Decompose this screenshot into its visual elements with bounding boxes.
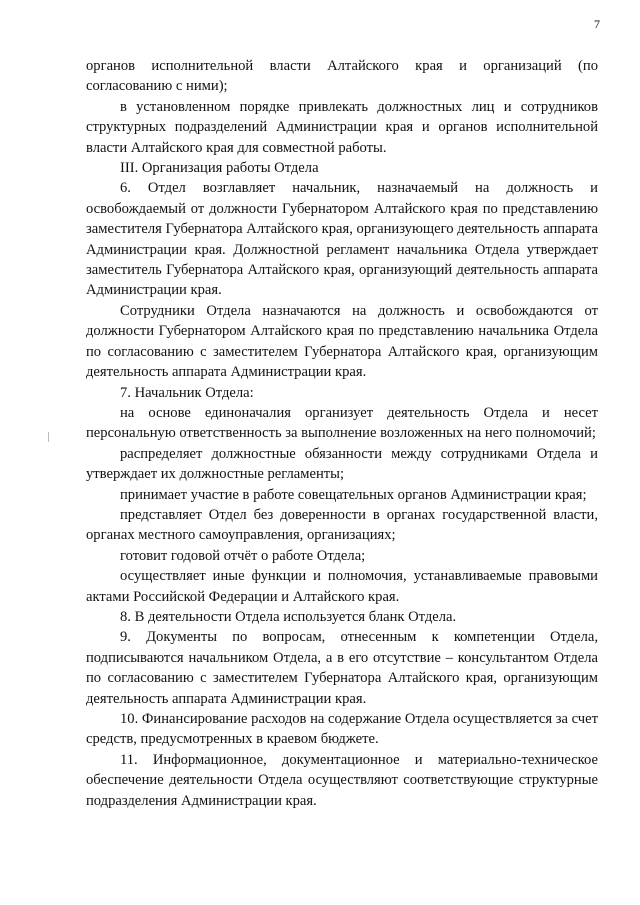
paragraph-7-item-5: готовит годовой отчёт о работе Отдела; xyxy=(120,547,366,564)
paragraph-staff-appointment: Сотрудники Отдела назначаются на должность и освобождаются от должности Губернатором Алтайского края по представлению начальника Отдела по согласованию с заместителем Губернатора Алтайского края, организующим деятельность аппарата Администрации края. xyxy=(86,302,598,381)
paragraph-9: 9. Документы по вопросам, отнесенным к компетенции Отдела, подписываются начальником Отдела, а в его отсутствие – консультантом Отдела по согласованию с заместителем Губернатора Алтайского края, организующим деятельность аппарата Администрации края. xyxy=(86,629,598,707)
paragraph-6: 6. Отдел возглавляет начальник, назначаемый на должность и освобождаемый от должности Губернатором Алтайского края по представлению заместителя Губернатора Алтайского края, организующего деятельность аппарата Администрации края. Должностной регламент начальника Отдела утверждает заместитель Губернатора Алтайского края, организующий деятельность аппарата Администрации края. xyxy=(86,180,598,299)
margin-mark xyxy=(48,432,49,442)
section-heading: III. Организация работы Отдела xyxy=(120,160,319,177)
paragraph-8: 8. В деятельности Отдела используется бланк Отдела. xyxy=(120,608,457,625)
paragraph-7: 7. Начальник Отдела: xyxy=(120,384,254,401)
paragraph-continuation: органов исполнительной власти Алтайского края и организаций (по согласованию с ними); xyxy=(86,58,598,95)
page-number: 7 xyxy=(594,17,600,31)
document-body xyxy=(86,56,598,811)
paragraph-7-item-3: принимает участие в работе совещательных органов Администрации края; xyxy=(120,486,587,503)
paragraph-involve-officials: в установленном порядке привлекать должностных лиц и сотрудников структурных подразделений Администрации края и органов исполнительной власти Алтайского края для совместной работы. xyxy=(86,98,598,156)
paragraph-10: 10. Финансирование расходов на содержание Отдела осуществляется за счет средств, предусмотренных в краевом бюджете. xyxy=(86,711,598,748)
paragraph-7-item-2: распределяет должностные обязанности между сотрудниками Отдела и утверждает их должностные регламенты; xyxy=(86,445,598,483)
paragraph-7-item-1: на основе единоначалия организует деятельность Отдела и несет персональную ответственность за выполнение возложенных на него полномочий; xyxy=(86,404,598,442)
paragraph-7-item-6: осуществляет иные функции и полномочия, устанавливаемые правовыми актами Российской Федерации и Алтайского края. xyxy=(86,568,598,605)
paragraph-11: 11. Информационное, документационное и материально-техническое обеспечение деятельности Отдела осуществляют соответствующие структурные подразделения Администрации края. xyxy=(86,751,598,809)
paragraph-7-item-4: представляет Отдел без доверенности в органах государственной власти, органах местного самоуправления, организациях; xyxy=(86,506,598,544)
